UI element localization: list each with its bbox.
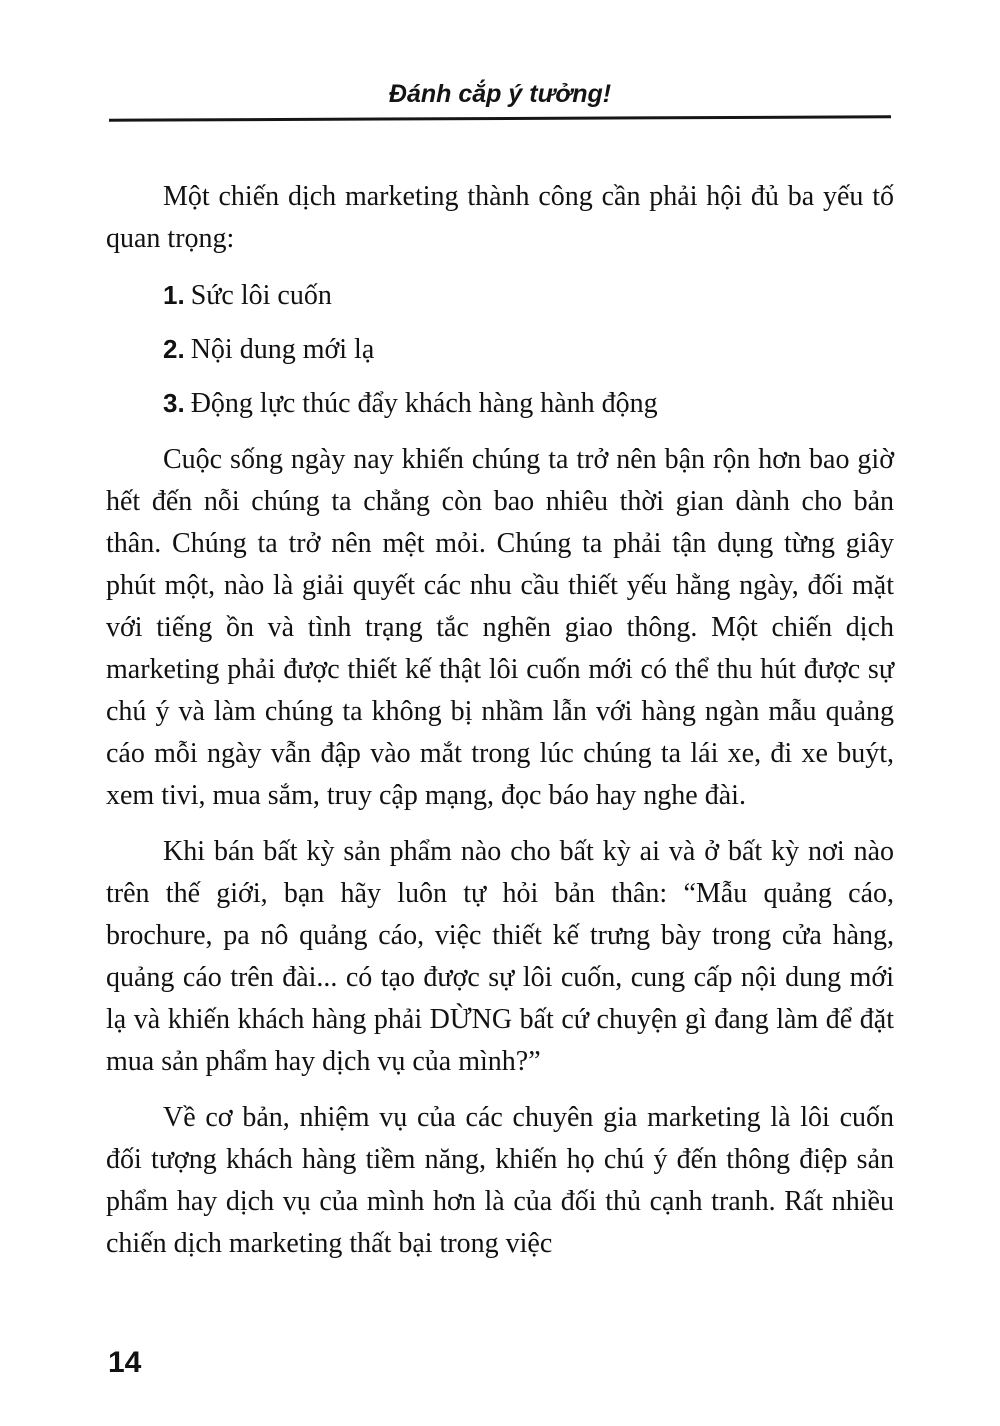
paragraph-body: Cuộc sống ngày nay khiến chúng ta trở nên bận rộn hơn bao giờ hết đến nỗi chúng ta chẳng còn bao nhiêu thời gian dành cho bản thân. Chúng ta trở nên mệt mỏi. Chúng ta phải tận dụng từng giây phút một, nào là giải quyết các nhu cầu thiết yếu hằng ngày, đối mặt với tiếng ồn và tình trạng tắc nghẽn giao thông. Một chiến dịch marketing phải được thiết kế thật lôi cuốn mới có thể thu hút được sự chú ý và làm chúng ta không bị nhầm lẫn với hàng ngàn mẫu quảng cáo mỗi ngày vẫn đập vào mắt trong lúc chúng ta lái xe, đi xe buýt, xem tivi, mua sắm, truy cập mạng, đọc báo hay nghe đài. xyxy=(106,444,894,811)
page-body xyxy=(0,176,1000,1265)
list-item-number: 3. xyxy=(163,388,185,418)
list-item-number: 1. xyxy=(163,280,185,310)
paragraph-body: Về cơ bản, nhiệm vụ của các chuyên gia marketing là lôi cuốn đối tượng khách hàng tiềm năng, khiến họ chú ý đến thông điệp sản phẩm hay dịch vụ của mình hơn là của đối thủ cạnh tranh. Rất nhiều chiến dịch marketing thất bại trong việc xyxy=(106,1102,894,1259)
list-item xyxy=(106,328,894,371)
numbered-list xyxy=(106,274,894,425)
list-item-text: Sức lôi cuốn xyxy=(190,280,332,311)
paragraph-body: Khi bán bất kỳ sản phẩm nào cho bất kỳ ai và ở bất kỳ nơi nào trên thế giới, bạn hãy luôn tự hỏi bản thân: “Mẫu quảng cáo, brochure, pa nô quảng cáo, việc thiết kế trưng bày trong cửa hàng, quảng cáo trên đài... có tạo được sự lôi cuốn, cung cấp nội dung mới lạ và khiến khách hàng phải DỪNG bất cứ chuyện gì đang làm để đặt mua sản phẩm hay dịch vụ của mình?” xyxy=(106,836,894,1077)
paragraph-intro: Một chiến dịch marketing thành công cần phải hội đủ ba yếu tố quan trọng: xyxy=(106,181,894,254)
list-item-text: Nội dung mới lạ xyxy=(190,334,375,365)
list-item xyxy=(106,274,894,317)
header-rule xyxy=(109,115,891,121)
list-item-text: Động lực thúc đẩy khách hàng hành động xyxy=(190,388,658,419)
page-number: 14 xyxy=(108,1346,142,1379)
list-item xyxy=(106,382,894,425)
list-item-number: 2. xyxy=(163,334,185,364)
running-header-title: Đánh cắp ý tưởng! xyxy=(388,80,612,108)
